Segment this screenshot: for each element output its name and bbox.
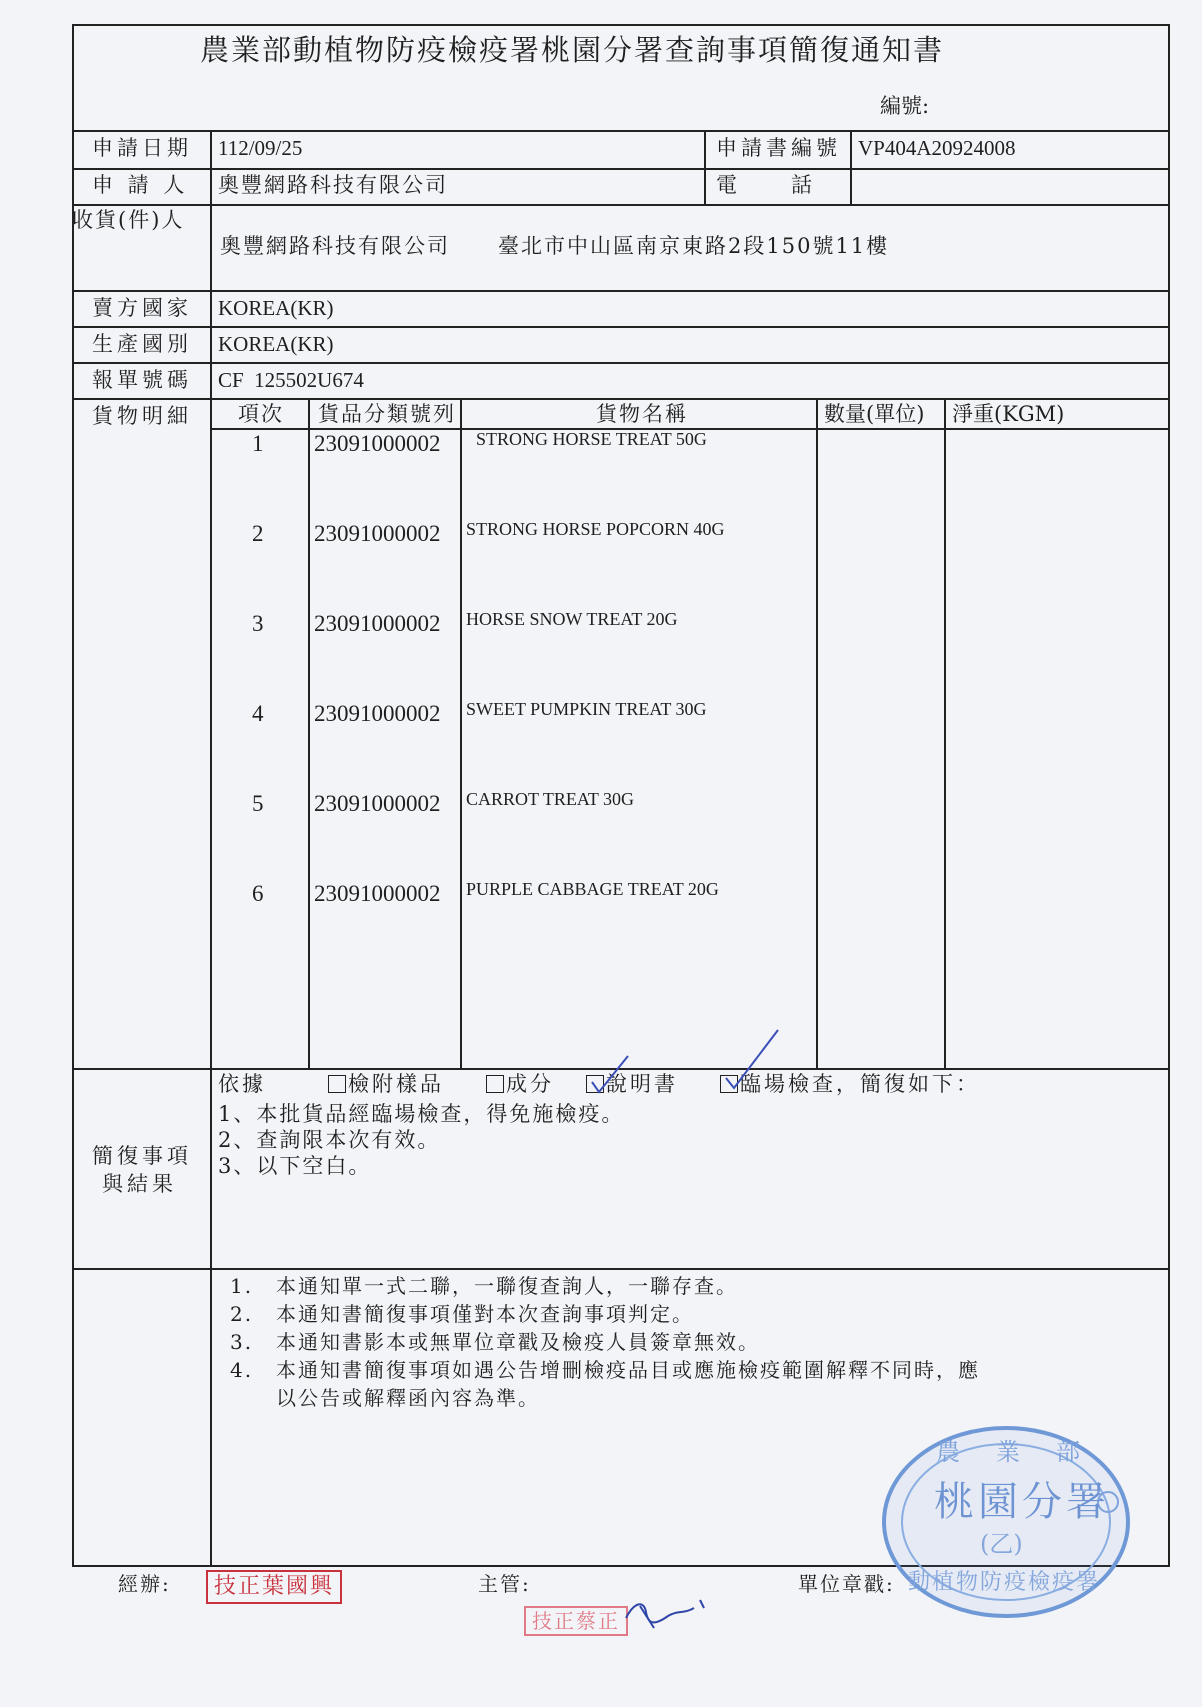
basis-label: 依據 [218,1072,266,1096]
rule [944,398,946,1068]
goods-header-qty: 數量(單位) [824,402,925,426]
goods-item-code: 23091000002 [314,431,441,456]
result-line-2: 2、查詢限本次有效。 [218,1128,441,1152]
note-text: 本通知書簡復事項如遇公告增刪檢疫品目或應施檢疫範圍解釋不同時，應 [276,1358,980,1382]
seal-text-bottom: 動植物防疫檢疫署 [908,1570,1101,1595]
declaration-no-label: 報單號碼 [92,368,192,392]
handwritten-signature-icon [620,1594,710,1634]
goods-item-no: 5 [252,791,264,816]
goods-item-no: 1 [252,431,264,456]
note-number: 3. [230,1330,254,1354]
seller-country-value: KOREA(KR) [218,296,334,320]
origin-country-label: 生產國別 [92,332,192,356]
seal-text-grade: (乙) [980,1530,1023,1558]
goods-item-name: SWEET PUMPKIN TREAT 30G [466,699,707,719]
consignee-label: 收貨(件)人 [72,208,185,232]
seal-text-top: 農 業 部 [936,1438,1086,1466]
goods-item-code: 23091000002 [314,611,441,636]
goods-item-code: 23091000002 [314,701,441,726]
goods-item-code: 23091000002 [314,521,441,546]
goods-header-code: 貨品分類號列 [318,402,456,426]
goods-item-name: HORSE SNOW TREAT 20G [466,609,678,629]
note-text: 本通知單一式二聯，一聯復查詢人，一聯存查。 [276,1274,738,1298]
rule [308,398,310,1068]
result-section-label-1: 簡復事項 [92,1144,192,1168]
note-text: 本通知書簡復事項僅對本次查詢事項判定。 [276,1302,694,1326]
rule [72,326,1168,328]
goods-item-no: 6 [252,881,264,906]
note-number: 2. [230,1302,254,1326]
supervisor-stamp: 技正蔡正 [524,1606,628,1636]
rule [72,168,1168,170]
rule [72,130,1168,132]
goods-item-no: 4 [252,701,264,726]
apply-no-value: VP404A20924008 [858,136,1016,160]
rule [210,130,212,1565]
applicant-value: 奧豐網路科技有限公司 [218,173,448,197]
option-onsite-inspection: 臨場檢查，簡復如下： [720,1074,980,1095]
notification-document [72,24,1168,1633]
result-line-3: 3、以下空白。 [218,1154,372,1178]
rule [72,290,1168,292]
apply-no-label: 申請書編號 [716,136,841,160]
result-line-1: 1、本批貨品經臨場檢查，得免施檢疫。 [218,1102,625,1126]
rule [460,398,462,1068]
phone-label: 電 話 [716,173,816,197]
document-title: 農業部動植物防疫檢疫署桃園分署查詢事項簡復通知書 [200,33,945,67]
goods-item-name: STRONG HORSE TREAT 50G [476,429,707,449]
origin-country-value: KOREA(KR) [218,332,334,356]
goods-item-name: CARROT TREAT 30G [466,789,635,809]
rule [72,398,1168,400]
rule [850,130,852,204]
note-number: 1. [230,1274,254,1298]
handwritten-check-icon [722,1026,782,1092]
goods-item-no: 2 [252,521,264,546]
goods-item-name: PURPLE CABBAGE TREAT 20G [466,879,719,899]
goods-header-name: 貨物名稱 [596,402,688,426]
seal-text-main: 桃園分署 [934,1479,1110,1525]
applicant-label: 申 請 人 [92,173,189,197]
apply-date-value: 112/09/25 [218,136,303,160]
supervisor-label: 主管: [478,1572,531,1596]
handwritten-check-icon [588,1052,632,1096]
checkbox [486,1075,504,1093]
note-number: 4. [230,1358,254,1382]
result-section-label-2: 與結果 [102,1172,177,1196]
option-sample: 檢附樣品 [328,1074,444,1095]
goods-item-code: 23091000002 [314,791,441,816]
unit-seal-label: 單位章戳: [798,1572,895,1596]
goods-item-code: 23091000002 [314,881,441,906]
consignee-address: 臺北市中山區南京東路2段150號11樓 [498,234,890,258]
apply-date-label: 申請日期 [92,136,192,160]
rule [816,398,818,1068]
declaration-no-value: CF 125502U674 [218,368,364,392]
rule [704,130,706,204]
consignee-name: 奧豐網路科技有限公司 [220,234,450,258]
rule [72,1268,1168,1270]
checkbox [328,1075,346,1093]
note-text: 以公告或解釋函內容為準。 [276,1386,540,1410]
option-ingredients: 成分 [486,1074,554,1095]
serial-label: 編號: [880,94,930,118]
seller-country-label: 賣方國家 [92,296,192,320]
goods-item-no: 3 [252,611,264,636]
goods-header-weight: 淨重(KGM) [952,402,1065,426]
rule [72,362,1168,364]
goods-item-name: STRONG HORSE POPCORN 40G [466,519,725,539]
handler-label: 經辦: [118,1572,171,1596]
handler-stamp: 技正葉國興 [206,1570,342,1604]
goods-section-label: 貨物明細 [92,404,192,428]
option-manual: 說明書 [586,1074,678,1095]
official-seal [880,1424,1132,1620]
goods-header-no: 項次 [238,402,284,426]
note-text: 本通知書影本或無單位章戳及檢疫人員簽章無效。 [276,1330,760,1354]
rule [72,204,1168,206]
